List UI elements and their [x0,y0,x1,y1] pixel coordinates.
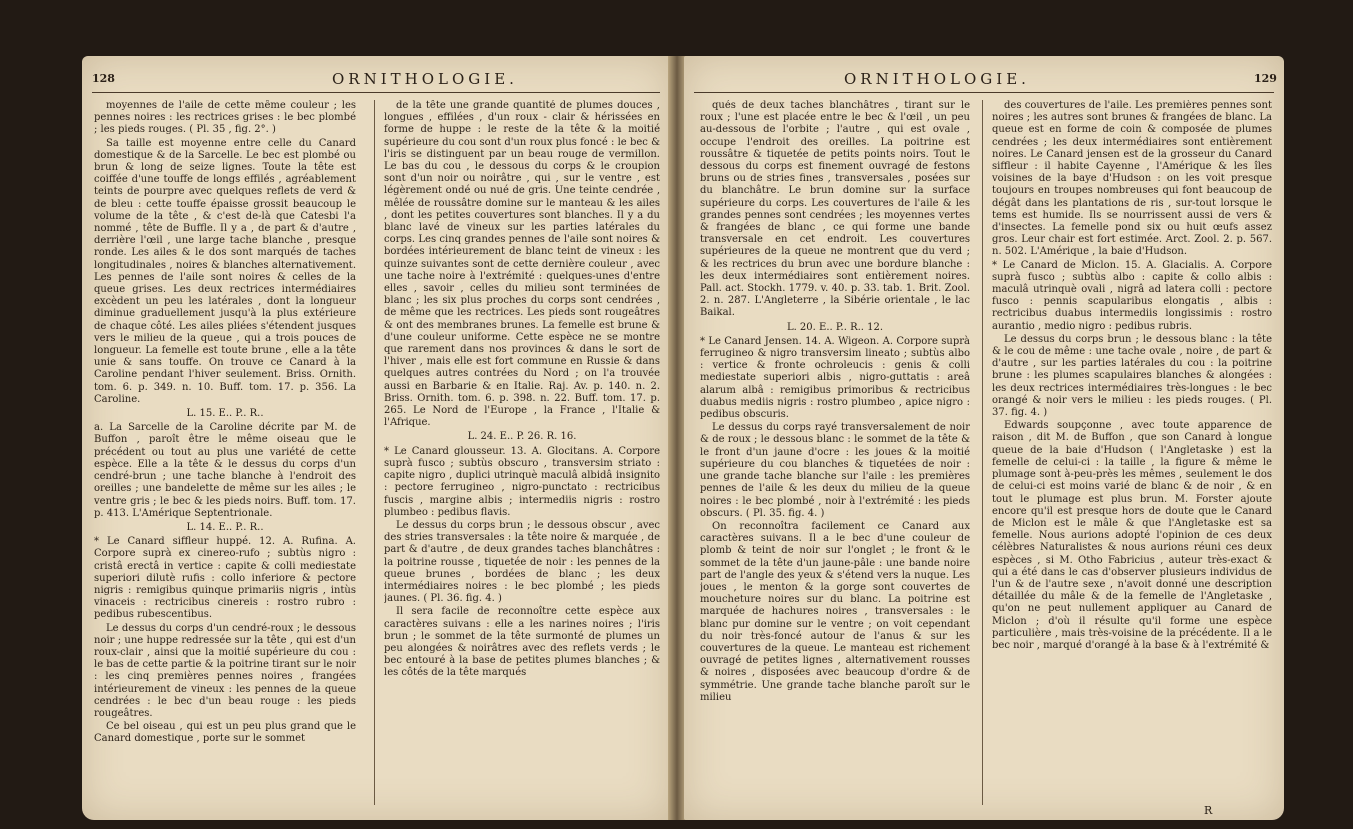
text-paragraph: L. 20. E.. P.. R.. 12. [786,321,884,333]
text-paragraph: Le dessus du corps brun ; le dessous obscur , avec des stries transversales : la tête noire & marquée , de part & d'autre , de deux grandes taches blanchâtres : la poitrine rousse , tiquetée de noir : les pennes de la queue brunes , bordées de blanc ; les deux intermédiaires noires : le bec plombé ; les pieds jaunes. ( Pl. 36. fig. 4. ) [384,519,660,605]
text-paragraph: des couvertures de l'aile. Les premières pennes sont noires ; les autres sont brunes & frangées de blanc. La queue est en forme de coin & composée de plumes cendrées ; les deux intermédiaires sont entièrement noires. Le Canard jensen est de la grosseur du Canard siffleur : il habite Cayenne , l'Amérique & les îles voisines de la baye d'Hudson : on les voit presque toujours en troupes nombreuses qui font beaucoup de dégât dans les plantations de ris , sur-tout lorsque le tems est humide. Ils se nourrissent aussi de vers & d'insectes. La femelle pond six ou huit œufs assez gros. Leur chair est fort estimée. Arct. Zool. 2. p. 567. n. 502. L'Amérique , la baie d'Hudson. [992,100,1272,258]
header-rule-right [694,92,1274,93]
text-paragraph: L. 24. E.. P. 26. R. 16. [467,431,577,443]
text-paragraph: L. 14. E.. P.. R.. [186,521,264,533]
text-paragraph: moyennes de l'aile de cette même couleur ; les pennes noires : les rectrices grises : le bec plombé ; les pieds rouges. ( Pl. 35 , fig. 2°. ) [94,100,356,136]
text-paragraph: Ce bel oiseau , qui est un peu plus grand que le Canard domestique , porte sur le sommet [94,721,356,745]
text-paragraph: * Le Canard siffleur huppé. 12. A. Rufina. A. Corpore suprà ex cinereo-rufo ; subtùs nigro : cristâ erectâ in vertice : capite & colli mediestate superiori dilutè rufis : collo inferiore & pectore nigris : remigibus quinque primariis nigris , intùs vinaceis : rectricibus cinereis : rostro rubro : pedibus rubescentibus. [94,536,356,621]
left-page [82,56,670,820]
text-paragraph: Le dessus du corps d'un cendré-roux ; le dessous noir ; une huppe redressée sur la tête , qui est d'un roux-clair , ainsi que la moitié supérieure du cou : le bas de cette partie & la poitrine tirant sur le noir : les cinq premières pennes noires , frangées intérieurement de vineux : les pennes de la queue cendrées : le bec d'un beau rouge : les pieds rougeâtres. [94,622,356,719]
text-paragraph: Il sera facile de reconnoître cette espèce aux caractères suivans : elle a les narines noires ; l'iris brun ; le sommet de la tête surmonté de plumes un peu alongées & noirâtres avec des reflets verds ; le bec entouré à la base de petites plumes blanches ; & les côtés de la tête marqués [384,606,660,679]
page-number-right: 129 [1254,72,1277,85]
right-page-column-2 [992,100,1272,805]
column-divider-left [374,100,375,805]
text-paragraph: * Le Canard glousseur. 13. A. Glocitans. A. Corpore suprà fusco ; subtùs obscuro , transversim striato : capite nigro , duplici utrinquè maculâ albidâ insignito : pectore ferrugineo , nigro-punctato : rectricibus fuscis , margine albis ; intermediis nigris : rostro plumbeo : pedibus flavis. [384,445,660,518]
right-page-column-1 [700,100,970,805]
text-paragraph: Le dessus du corps brun ; le dessous blanc : la tête & le cou de même : une tache ovale , noire , de part & d'autre , sur les parties latérales du cou : la poitrine brune : les plumes scapulaires blanches & alongées : les deux rectrices intermédiaires très-longues : le bec orangé & noir vers le milieu : les pieds rouges. ( Pl. 37. fig. 4. ) [992,333,1272,419]
text-paragraph: * Le Canard Jensen. 14. A. Wigeon. A. Corpore suprà ferrugineo & nigro transversim lineato ; subtùs albo : vertice & fronte ochroleucis : genis & colli mediestate superiori albis , nigro-guttatis : areâ alarum albâ : remigibus primoribus & rectricibus duabus mediis nigris : rostro plumbeo , apice nigro : pedibus obscuris. [700,335,970,421]
left-page-column-1 [94,100,356,805]
text-paragraph: Sa taille est moyenne entre celle du Canard domestique & de la Sarcelle. Le bec est plombé ou brun & long de seize lignes. Toute la tête est coiffée d'une touffe de longs effilés , agréablement teints de pourpre avec quelques reflets de verd & de bleu : cette touffe épaisse grossit beaucoup le volume de la tête , & c'est de-là que Catesbi l'a nommé , tête de Buffle. Il y a , de part & d'autre , derrière l'œil , une large tache blanche , presque ronde. Les ailes & le dos sont marqués de taches longitudinales , noires & blanches alternativement. Les pennes de l'aile sont noires & celles de la queue grises. Les deux rectrices intermédiaires excèdent un peu les latérales , dont la longueur diminue graduellement jusqu'à la plus extérieure de chaque côté. Les ailes pliées s'étendent jusques vers le milieu de la queue , qui a trois pouces de longueur. La femelle est toute brune , elle a la tête unie & sans touffe. On trouve ce Canard à la Caroline pendant l'hiver seulement. Briss. Ornith. tom. 6. p. 349. n. 10. Buff. tom. 17. p. 356. La Caroline. [94,137,356,405]
text-paragraph: qués de deux taches blanchâtres , tirant sur le roux ; l'une est placée entre le bec & l'œil , un peu au-dessous de l'orbite ; l'autre , qui est ovale , occupe l'endroit des oreilles. La poitrine est roussâtre & tiquetée de petits points noirs. Tout le dessous du corps est finement ouvragé de festons bruns ou de stries fines , transversales , posées sur du blanchâtre. Le brun domine sur la surface supérieure du corps. Les couvertures de l'aile & les grandes pennes sont cendrées ; les moyennes vertes & frangées de blanc , ce qui forme une bande transversale en cet endroit. Les couvertures supérieures de la queue ne montrent que du verd ; & les rectrices du brun avec une bordure blanche : les deux intermédiaires sont entièrement noires. Pall. act. Stockh. 1779. v. 40. p. 33. tab. 1. Brit. Zool. 2. n. 287. L'Angleterre , la Sibérie orientale , le lac Baikal. [700,100,970,319]
text-paragraph: Le dessus du corps rayé transversalement de noir & de roux ; le dessous blanc : le sommet de la tête & le front d'un jaune d'ocre : les joues & la moitié supérieure du cou blanches & tiquetées de noir : une grande tache blanche sur l'aile : les premières pennes de l'aile & les deux du milieu de la queue noires : le bec plombé , noir à l'extrémité : les pieds obscurs. ( Pl. 35. fig. 4. ) [700,422,970,519]
text-paragraph: a. La Sarcelle de la Caroline décrite par M. de Buffon , paroît être le même oiseau que le précédent ou tout au plus une variété de cette espèce. Elle a la tête & le dessus du corps d'un cendré-brun ; une tache blanche à l'endroit des oreilles ; une bandelette de même sur les ailes ; le ventre gris ; le bec & les pieds noirs. Buff. tom. 17. p. 413. L'Amérique Septentrionale. [94,422,356,519]
left-page-column-2 [384,100,660,805]
header-rule-left [92,92,660,93]
text-paragraph: On reconnoîtra facilement ce Canard aux caractères suivans. Il a le bec d'une couleur de plomb & teint de noir sur l'onglet ; le front & le sommet de la tête d'un jaune-pâle : une bande noire part de l'angle des yeux & s'étend vers la nuque. Les joues , le menton & la gorge sont couvertes de moucheture noires sur du blanc. La poitrine est marquée de hachures noires , transversales : le blanc pur domine sur le ventre ; on voit cependant du noir très-foncé autour de l'anus & sur les couvertures de la queue. Le manteau est richement ouvragé de petites lignes , alternativement rousses & noires , disposées avec beaucoup d'ordre & de symmétrie. Une grande tache blanche paroît sur le milieu [700,520,970,703]
running-head-right: ORNITHOLOGIE. [844,70,1030,88]
column-divider-right [982,100,983,805]
page-number-left: 128 [92,72,115,85]
signature-mark: R [1204,804,1213,817]
right-page [684,56,1284,820]
text-paragraph: de la tête une grande quantité de plumes douces , longues , effilées , d'un roux - clair & hérissées en forme de huppe : le reste de la tête & la moitié supérieure du cou sont d'un roux plus foncé : le bec & l'iris se distinguent par un beau rouge de vermillon. Le bas du cou , le dessous du corps & le croupion sont d'un noir ou noirâtre , qui , sur le ventre , est légèrement ondé ou nué de gris. Une teinte cendrée , mêlée de roussâtre domine sur le manteau & les ailes , dont les petites couvertures sont blanches. Il y a du blanc lavé de vineux sur les parties latérales du corps. Les cinq grandes pennes de l'aile sont noires & bordées intérieurement de blanc teint de vineux : les quinze suivantes sont de cette dernière couleur , avec une tache noire à l'extrémité : quelques-unes d'entre elles , savoir , celles du milieu sont terminées de blanc ; les six plus proches du corps sont cendrées , de même que les rectrices. Les pieds sont rougeâtres & ont des membranes brunes. La femelle est brune & d'une couleur uniforme. Cette espèce ne se montre que rarement dans nos provinces & dans le sort de l'hiver , mais elle est fort commune en Russie & dans quelques autres contrées du Nord ; on l'a trouvée aussi en Barbarie & en Italie. Raj. Av. p. 140. n. 2. Briss. Ornith. tom. 6. p. 398. n. 22. Buff. tom. 17. p. 265. Le Nord de l'Europe , la France , l'Italie & l'Afrique. [384,100,660,429]
text-paragraph: * Le Canard de Miclon. 15. A. Glacialis. A. Corpore suprà fusco ; subtùs albo : capite & collo albis : maculâ utrinquè ovali , nigrâ ad latera colli : pectore fusco : pennis scapularibus elongatis , albis : rectricibus duabus intermediis longissimis : rostro aurantio , medio nigro : pedibus rubris. [992,259,1272,332]
text-paragraph: Edwards soupçonne , avec toute apparence de raison , dit M. de Buffon , que son Canard à longue queue de la baie d'Hudson ( l'Angletaske ) est la femelle de celui-ci : la taille , la figure & même le plumage sont à-peu-près les mêmes , seulement le dos de celui-ci est moins varié de blanc & de noir , & en tout le plumage est plus brun. M. Forster ajoute encore qu'il est presque hors de doute que le Canard de Miclon est le mâle & que l'Angletaske est sa femelle. Nous aurions adopté l'opinion de ces deux célèbres Naturalistes & nous aurions réuni ces deux espèces , si M. Otho Fabricius , auteur très-exact & qui a été dans le cas d'observer plusieurs individus de l'un & de l'autre sexe , n'avoit donné une description détaillée du mâle & de la femelle de l'Angletaske , qu'on ne peut nullement appliquer au Canard de Miclon ; d'où il résulte qu'il forme une espèce particulière , mais très-voisine de la précédente. Il a le bec noir , marqué d'orangé à la base & à l'extrémité & [992,420,1272,651]
running-head-left: ORNITHOLOGIE. [332,70,518,88]
text-paragraph: L. 15. E.. P.. R.. [186,408,264,420]
